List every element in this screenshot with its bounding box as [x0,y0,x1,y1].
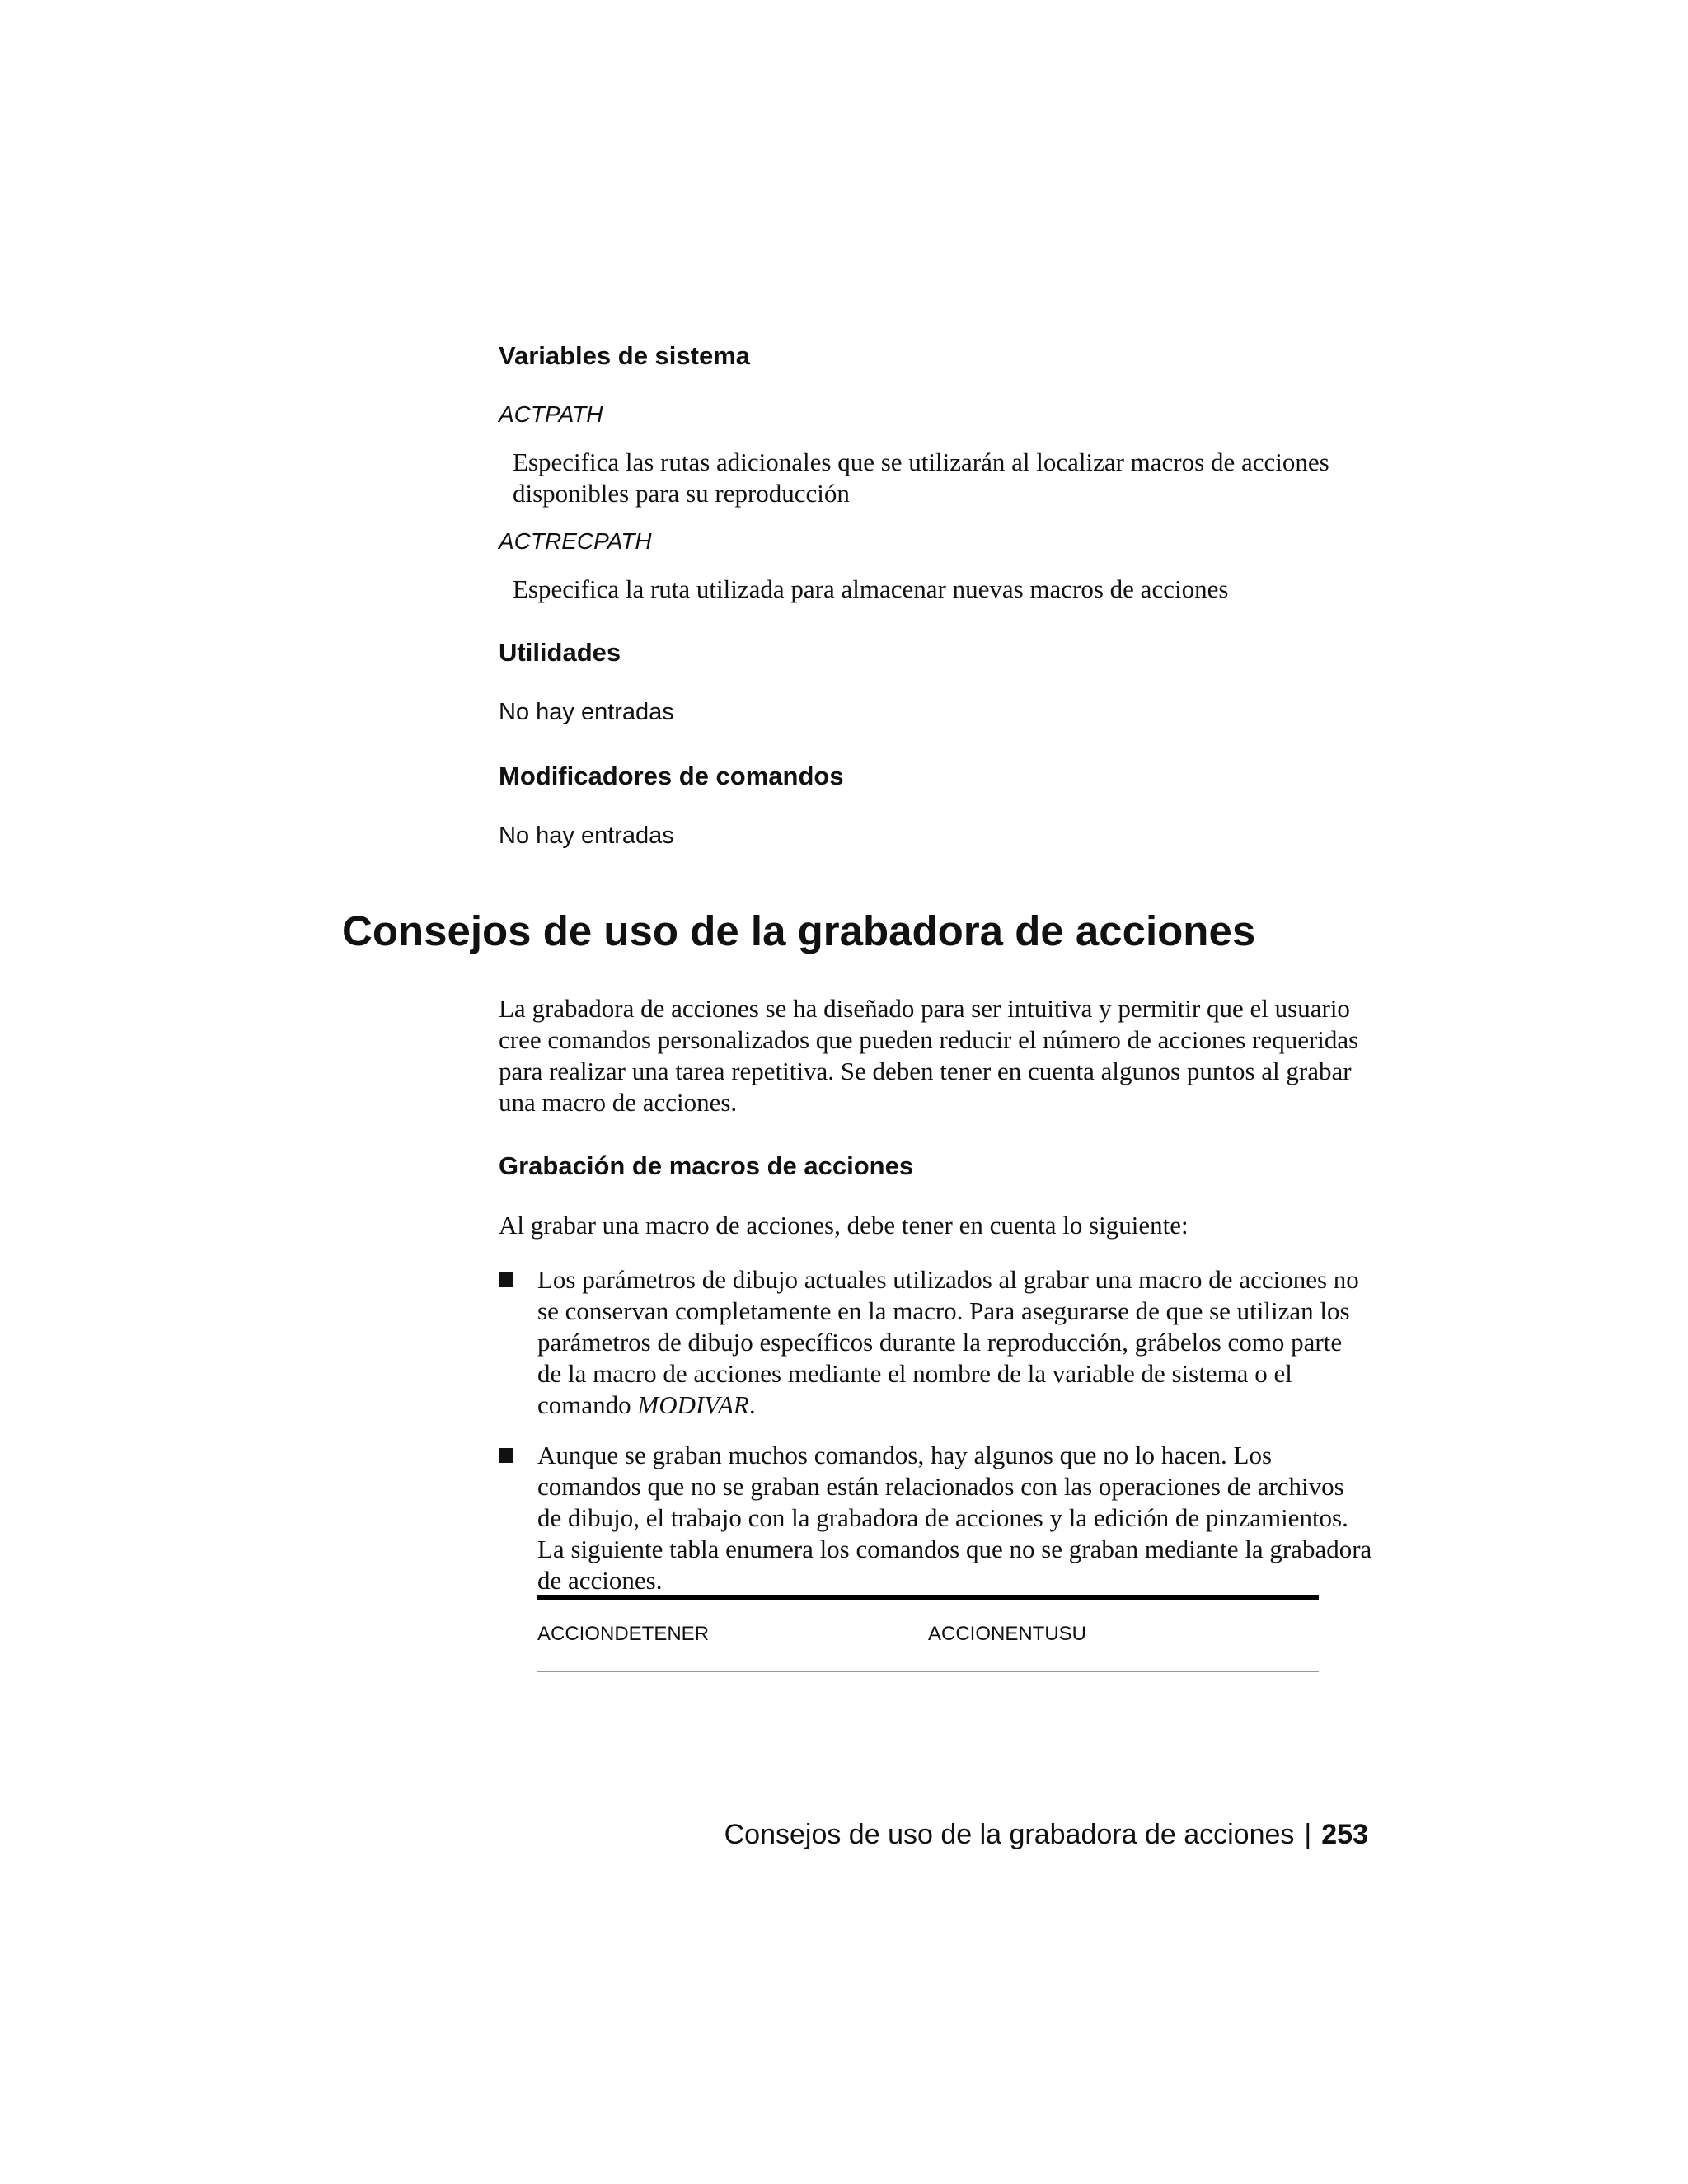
command-modifiers-text: No hay entradas [499,823,674,849]
command-name: MODIVAR [637,1390,749,1419]
square-bullet-icon [499,1272,513,1287]
table-top-rule [537,1595,1319,1600]
table-bottom-rule [537,1671,1319,1672]
footer-separator: | [1304,1819,1312,1850]
list-item-text [537,1264,1372,1421]
section-heading-system-variables: Variables de sistema [499,341,751,370]
section-heading-command-modifiers: Modificadores de comandos [499,762,844,790]
intro-paragraph: La grabadora de acciones se ha diseñado para ser intuitiva y permitir que el usuario cree comandos personalizados que pueden reducir el número de acciones requeridas para realizar una tarea repetitiva. Se deben tener en cuenta algunos puntos al grabar una macro de acciones. [499,994,1359,1117]
list-item [499,1264,1372,1421]
section-heading-utilities: Utilidades [499,638,621,667]
list-item-text: Aunque se graban muchos comandos, hay algunos que no lo hacen. Los comandos que no se graban están relacionados con las operaciones de archivos de dibujo, el trabajo con la grabadora de acciones y la edición de pinzamientos. La siguiente tabla enumera los comandos que no se graban mediante la grabadora de acciones. [537,1441,1372,1595]
definition-actrecpath: Especifica la ruta utilizada para almacenar nuevas macros de acciones [513,574,1229,603]
list-item-text-part: Los parámetros de dibujo actuales utilizados al grabar una macro de acciones no se conservan completamente en la macro. Para asegurarse de que se utilizan los parámetros de dibujo específicos durante la reproducción, grábelos como parte de la macro de acciones mediante el nombre de la variable de sistema o el comando [537,1265,1359,1419]
utilities-text: No hay entradas [499,699,674,725]
list-item [499,1440,1372,1596]
table-cell: ACCIONDETENER [537,1623,710,1645]
term-actrecpath: ACTRECPATH [499,528,652,554]
lead-paragraph: Al grabar una macro de acciones, debe tener en cuenta lo siguiente: [499,1211,1189,1240]
subheading-recording-macros: Grabación de macros de acciones [499,1151,914,1180]
term-actpath: ACTPATH [499,401,603,427]
table-cell: ACCIONENTUSU [928,1623,1087,1645]
page-title: Consejos de uso de la grabadora de acciones [342,907,1256,954]
page-number: 253 [1321,1819,1368,1850]
list-item-text-part: . [748,1390,756,1419]
square-bullet-icon [499,1448,513,1463]
page-footer [724,1818,1368,1851]
running-title: Consejos de uso de la grabadora de acciones [724,1819,1295,1850]
definition-actpath: Especifica las rutas adicionales que se utilizarán al localizar macros de acciones disponibles para su reproducción [513,448,1329,508]
